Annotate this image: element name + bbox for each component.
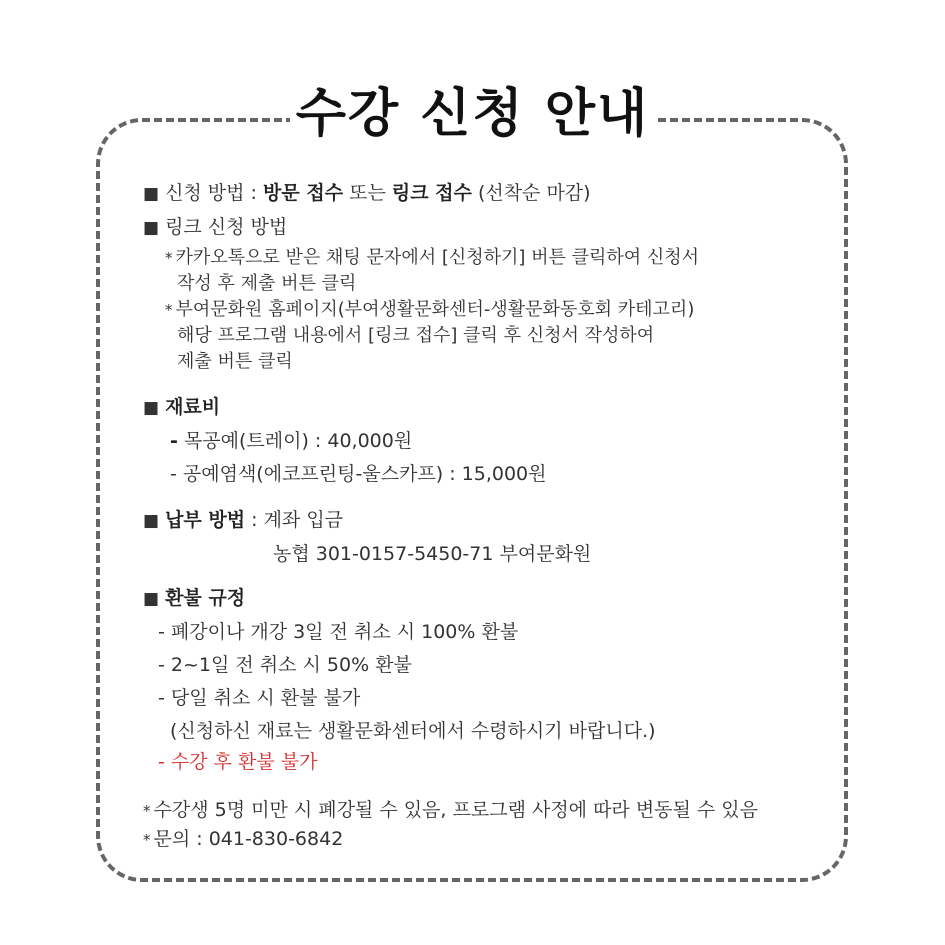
refund-rule-3: - 당일 취소 시 환불 불가	[158, 687, 361, 709]
square-bullet-icon: ■	[143, 184, 160, 204]
apply-note: (선착순 마감)	[477, 182, 591, 204]
square-bullet-icon: ■	[143, 398, 160, 418]
refund-rule-1: - 폐강이나 개강 3일 전 취소 시 100% 환불	[158, 621, 519, 643]
asterisk-icon: *	[143, 831, 151, 849]
square-bullet-icon: ■	[143, 511, 160, 531]
refund-label: 환불 규정	[165, 587, 246, 609]
material-fee-label: 재료비	[165, 396, 221, 418]
refund-rule-2: - 2~1일 전 취소 시 50% 환불	[158, 654, 412, 676]
dash-mark: -	[170, 430, 178, 452]
section-payment	[143, 507, 343, 534]
apply-method-label: 신청 방법 :	[165, 182, 257, 204]
section-apply-method	[143, 180, 591, 207]
note-contact	[143, 826, 343, 853]
note-1-text: 수강생 5명 미만 시 폐강될 수 있음, 프로그램 사정에 따라 변동될 수 있음	[153, 799, 759, 821]
payment-account: 농협 301-0157-5450-71 부여문화원	[273, 543, 592, 565]
apply-option-visit: 방문 접수	[263, 182, 344, 204]
link-step-1	[165, 245, 699, 271]
material-item-1-text: 목공예(트레이) : 40,000원	[183, 430, 413, 452]
asterisk-icon: *	[165, 249, 173, 267]
payment-label: 납부 방법	[165, 509, 246, 531]
refund-rule-3-note: (신청하신 재료는 생활문화센터에서 수령하시기 바랍니다.)	[170, 720, 656, 742]
material-item-1	[170, 428, 412, 454]
square-bullet-icon: ■	[143, 589, 160, 609]
section-refund	[143, 585, 245, 612]
payment-value: : 계좌 입금	[251, 509, 344, 531]
refund-rule-4	[158, 749, 318, 775]
link-step-2-cont2: 제출 버튼 클릭	[177, 351, 293, 372]
asterisk-icon: *	[143, 802, 151, 820]
asterisk-icon: *	[165, 301, 173, 319]
link-step-1-cont: 작성 후 제출 버튼 클릭	[177, 273, 357, 294]
material-item-2: - 공예염색(에코프린팅-울스카프) : 15,000원	[170, 463, 547, 485]
link-method-label: 링크 신청 방법	[165, 216, 288, 238]
apply-option-link: 링크 접수	[391, 182, 472, 204]
link-step-2-text: 부여문화원 홈페이지(부여생활문화센터-생활문화동호회 카테고리)	[175, 299, 695, 320]
square-bullet-icon: ■	[143, 218, 160, 238]
note-2-text: 문의 : 041-830-6842	[153, 828, 344, 850]
note-cancel-condition	[143, 797, 758, 824]
dash-mark: -	[158, 751, 165, 773]
link-step-1-text: 카카오톡으로 받은 채팅 문자에서 [신청하기] 버튼 클릭하여 신청서	[175, 247, 700, 268]
section-material-fee	[143, 394, 220, 421]
refund-rule-4-text: 수강 후 환불 불가	[170, 751, 318, 773]
page-title: 수강 신청 안내	[290, 74, 655, 154]
section-link-method	[143, 214, 287, 241]
link-step-2-cont: 해당 프로그램 내용에서 [링크 접수] 클릭 후 신청서 작성하여	[177, 325, 655, 346]
link-step-2	[165, 297, 694, 323]
apply-or-text: 또는	[349, 182, 386, 204]
